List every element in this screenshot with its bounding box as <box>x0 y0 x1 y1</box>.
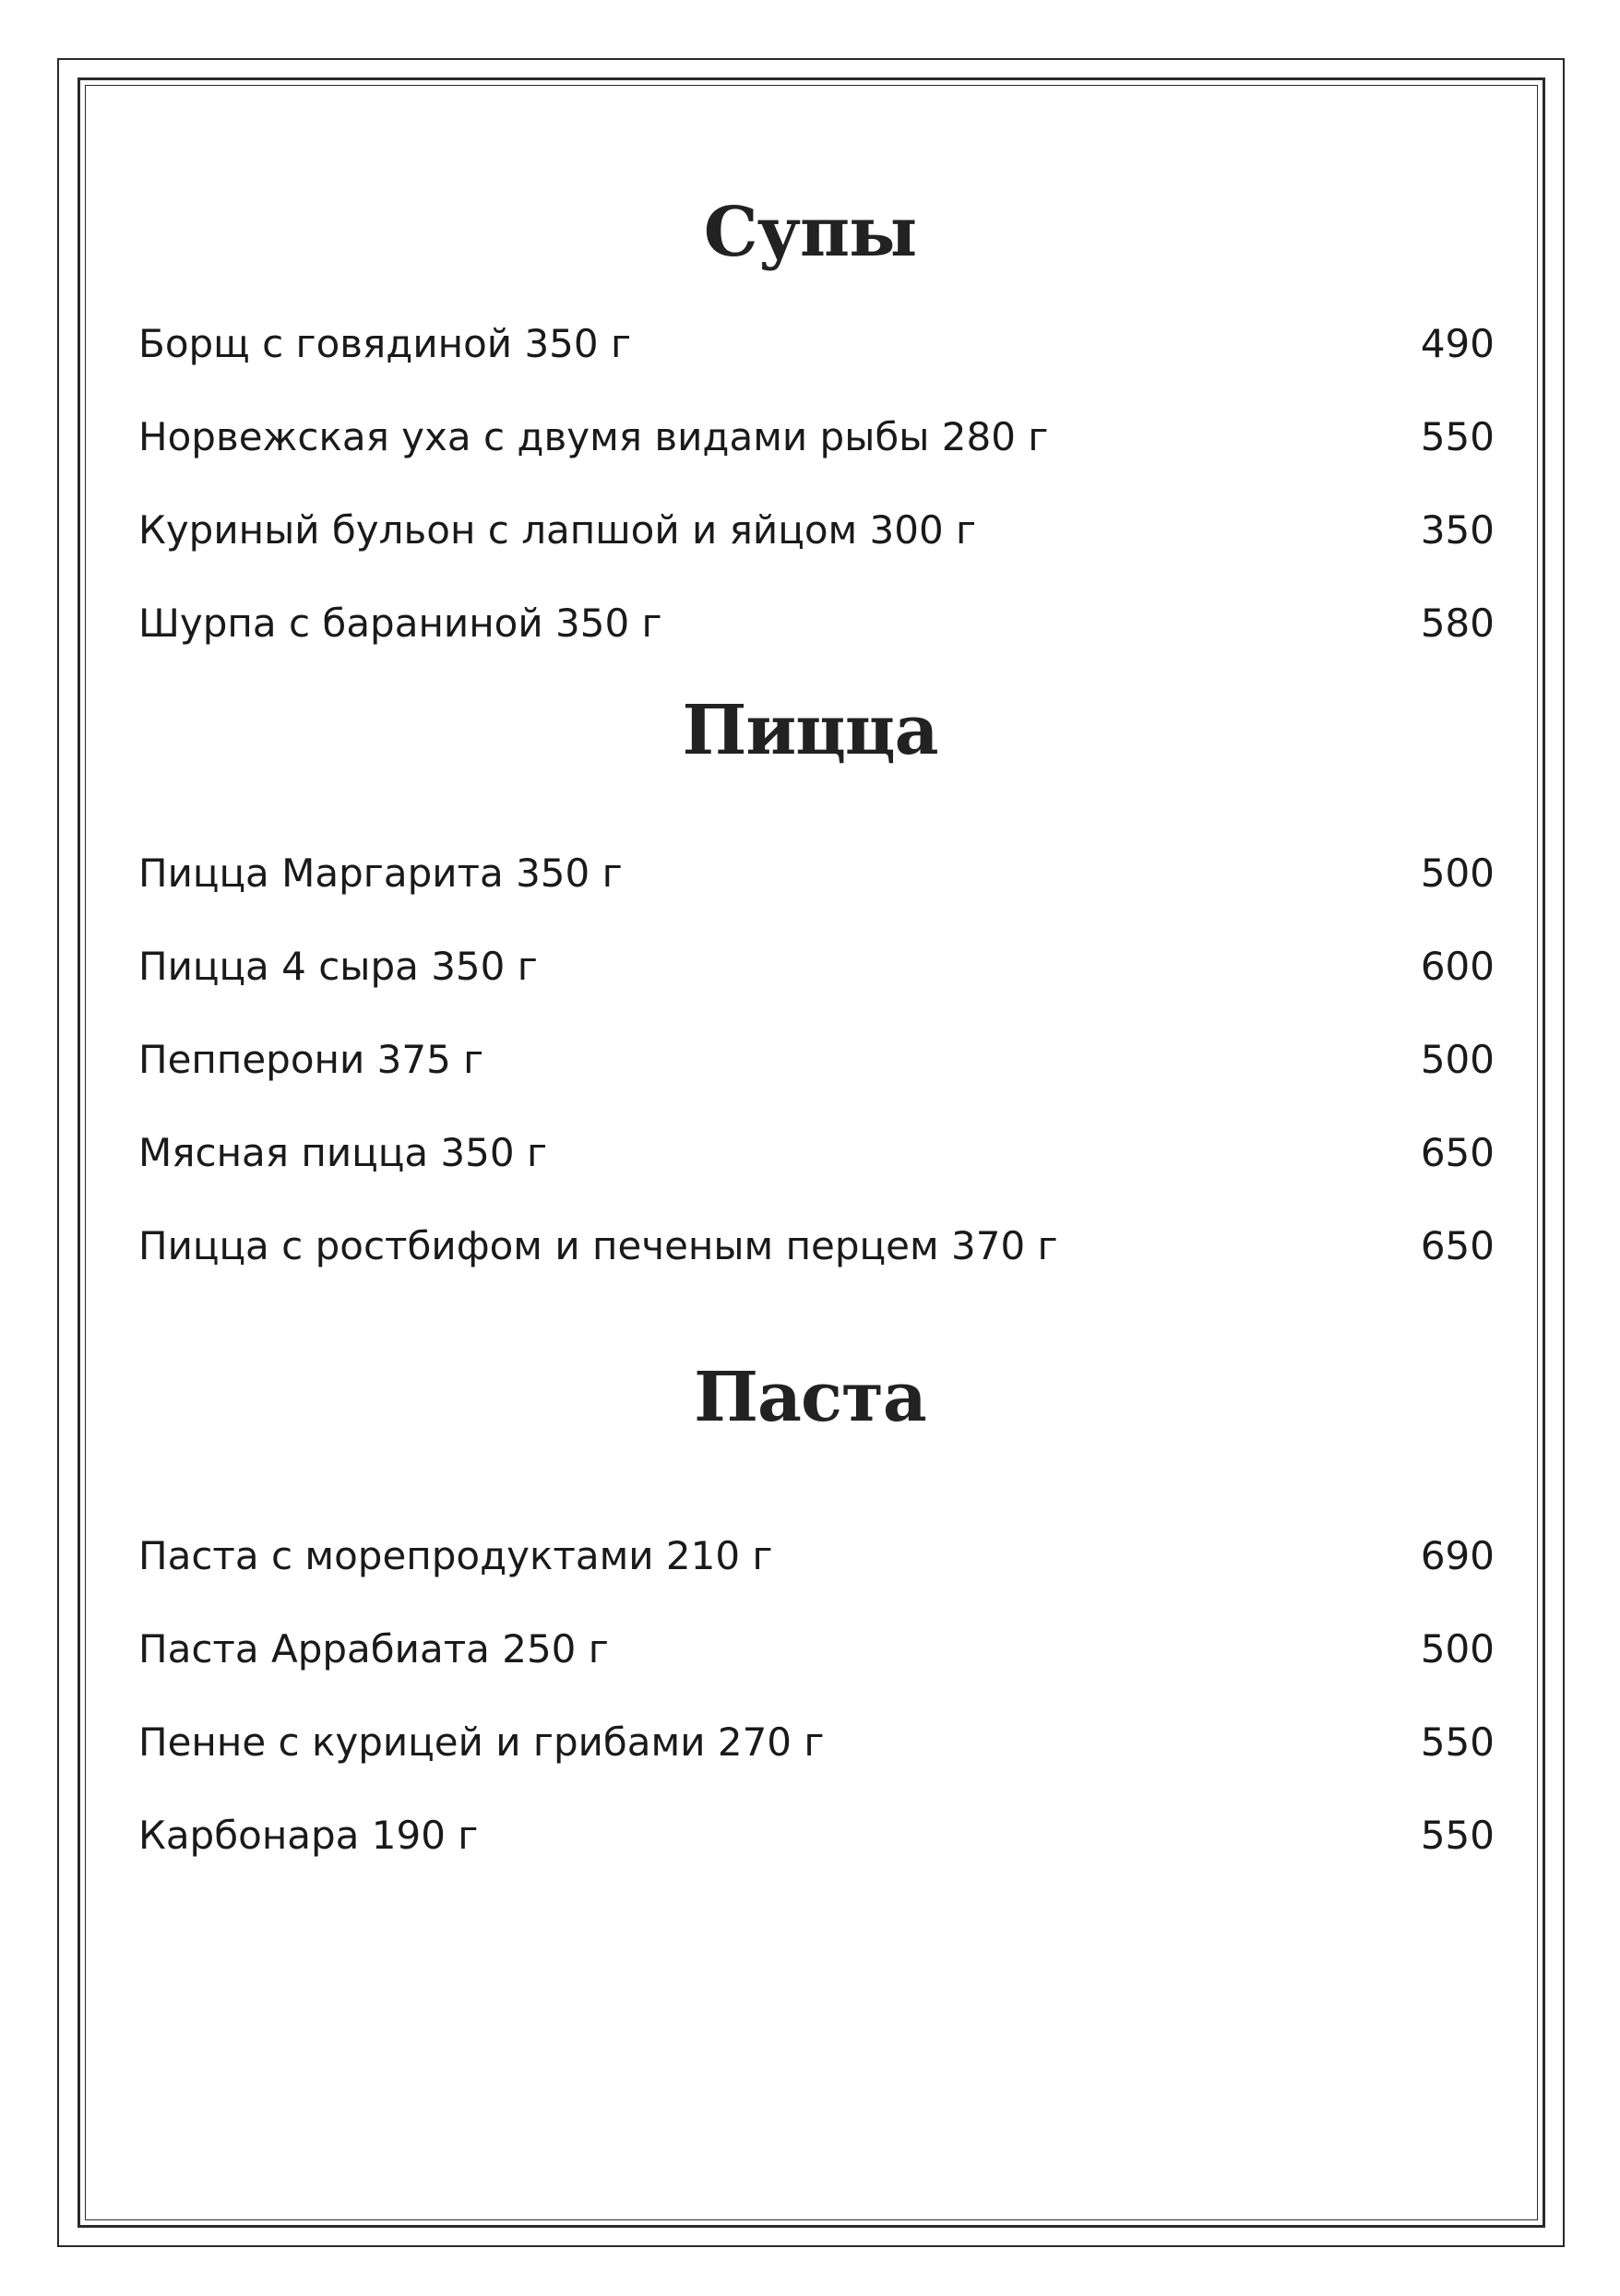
menu-item-name: Шурпа с бараниной 350 г <box>138 601 662 646</box>
menu-item-name: Пепперони 375 г <box>138 1037 484 1082</box>
menu-item <box>138 944 1495 990</box>
menu-item-name: Мясная пицца 350 г <box>138 1130 548 1175</box>
menu-item-price: 550 <box>1420 1719 1495 1765</box>
section-title-pasta: Паста <box>694 1358 926 1437</box>
menu-item <box>138 1223 1495 1269</box>
menu-item <box>138 1037 1495 1083</box>
menu-item <box>138 1719 1495 1766</box>
menu-item <box>138 1130 1495 1176</box>
menu-item-name: Куриный бульон с лапшой и яйцом 300 г <box>138 507 977 553</box>
menu-item-price: 690 <box>1420 1533 1495 1578</box>
menu-item <box>138 507 1495 553</box>
menu-item <box>138 1626 1495 1672</box>
menu-item <box>138 321 1495 367</box>
menu-item <box>138 851 1495 897</box>
menu-item-price: 500 <box>1420 1626 1495 1671</box>
menu-item-name: Карбонара 190 г <box>138 1813 479 1858</box>
menu-item <box>138 1533 1495 1579</box>
section-title-soups: Супы <box>703 193 917 272</box>
menu-item-price: 500 <box>1420 1037 1495 1082</box>
menu-item <box>138 414 1495 460</box>
menu-item-price: 650 <box>1420 1223 1495 1268</box>
menu-item-name: Норвежская уха с двумя видами рыбы 280 г <box>138 414 1049 459</box>
menu-item <box>138 1813 1495 1859</box>
menu-item-name: Пицца с ростбифом и печеным перцем 370 г <box>138 1223 1058 1268</box>
menu-item-name: Пицца 4 сыра 350 г <box>138 944 538 989</box>
menu-item-name: Пенне с курицей и грибами 270 г <box>138 1719 825 1765</box>
menu-item-price: 500 <box>1420 851 1495 896</box>
menu-item-price: 550 <box>1420 414 1495 459</box>
menu-item-name: Борщ с говядиной 350 г <box>138 321 632 366</box>
menu-item-price: 350 <box>1420 507 1495 553</box>
menu-item-name: Паста с морепродуктами 210 г <box>138 1533 773 1578</box>
menu-item-name: Паста Аррабиата 250 г <box>138 1626 609 1671</box>
menu-item-price: 550 <box>1420 1813 1495 1858</box>
menu-item-price: 580 <box>1420 601 1495 646</box>
menu-item-price: 650 <box>1420 1130 1495 1175</box>
menu-item-price: 600 <box>1420 944 1495 989</box>
section-title-pizza: Пицца <box>682 691 938 770</box>
menu-item-name: Пицца Маргарита 350 г <box>138 851 623 896</box>
menu-item-price: 490 <box>1420 321 1495 366</box>
menu-item <box>138 601 1495 647</box>
